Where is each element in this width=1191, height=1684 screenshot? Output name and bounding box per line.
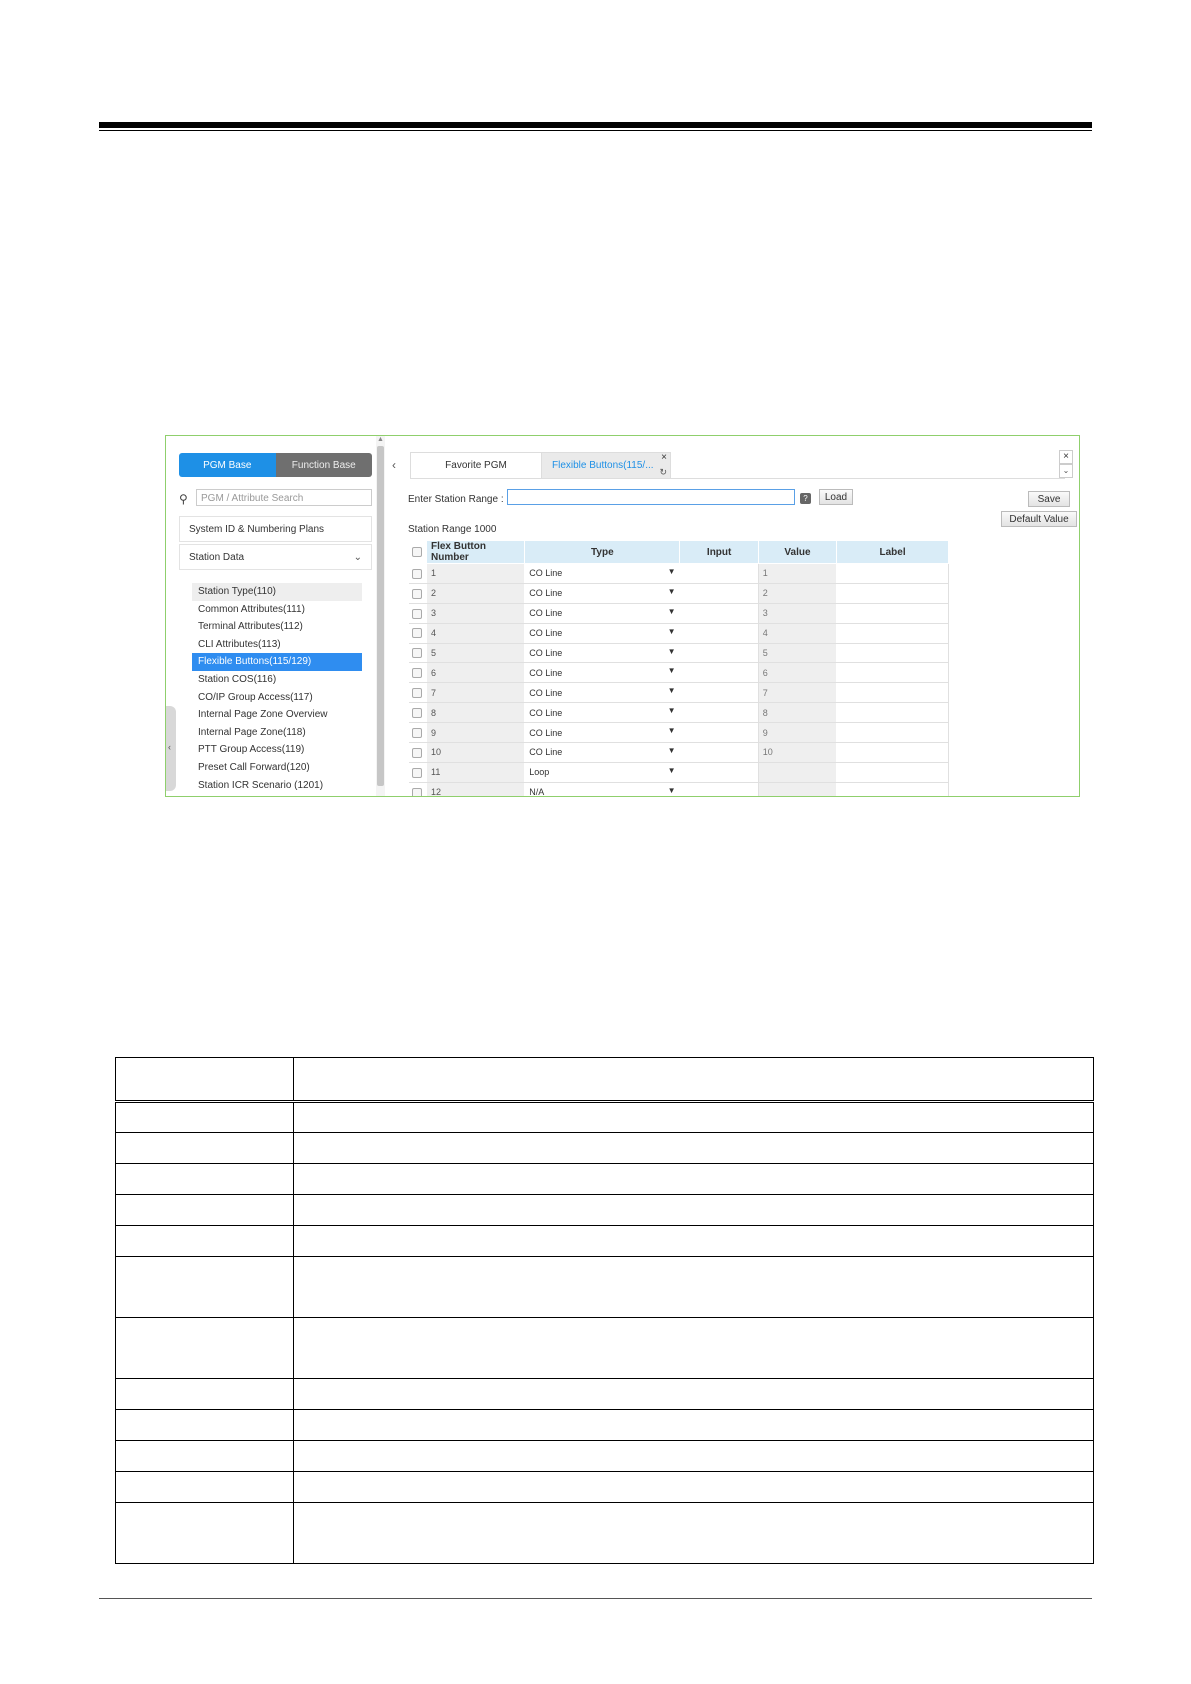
label-field[interactable] (837, 643, 949, 663)
value-cell: 4 (758, 623, 836, 643)
left-panel (166, 436, 378, 796)
menu-item-terminal-attributes[interactable]: Terminal Attributes(112) (198, 621, 303, 633)
type-value: CO Line (529, 588, 563, 599)
table-header-row (116, 1058, 1094, 1102)
accordion-system-id[interactable] (179, 516, 372, 542)
input-field[interactable] (680, 564, 758, 584)
label-field[interactable] (837, 623, 949, 643)
type-select[interactable] (525, 723, 680, 743)
table-row (409, 703, 949, 723)
collapse-sidebar-handle[interactable] (166, 706, 176, 791)
table-row (116, 1102, 1094, 1133)
input-field[interactable] (680, 623, 758, 643)
menu-item-co-ip-group-access[interactable]: CO/IP Group Access(117) (198, 691, 313, 703)
type-select[interactable] (525, 623, 680, 643)
row-checkbox[interactable] (412, 668, 422, 678)
row-checkbox[interactable] (412, 708, 422, 718)
label-field[interactable] (837, 683, 949, 703)
type-value: CO Line (529, 727, 563, 738)
row-select-cell (409, 564, 427, 584)
row-select-cell (409, 603, 427, 623)
table-row (409, 623, 949, 643)
pgm-base-button[interactable]: PGM Base (179, 453, 276, 477)
table-row (409, 603, 949, 623)
value-cell: 3 (758, 603, 836, 623)
table-row (116, 1164, 1094, 1195)
label-field[interactable] (837, 782, 949, 797)
input-field[interactable] (680, 762, 758, 782)
label-field[interactable] (837, 762, 949, 782)
header-rule (99, 122, 1092, 128)
close-icon[interactable]: × (1059, 450, 1073, 464)
type-value: CO Line (529, 568, 563, 579)
input-field[interactable] (680, 743, 758, 763)
flex-button-table (408, 540, 949, 797)
help-icon[interactable]: ? (800, 493, 811, 504)
dropdown-arrow-icon: ▼ (667, 606, 676, 616)
search-icon: ⚲ (179, 492, 188, 506)
type-select[interactable] (525, 683, 680, 703)
col-flex-button-number: Flex Button Number (426, 541, 524, 564)
input-field[interactable] (680, 663, 758, 683)
flex-button-number: 11 (426, 762, 524, 782)
row-select-cell (409, 703, 427, 723)
table-row (116, 1257, 1094, 1318)
row-checkbox[interactable] (412, 768, 422, 778)
type-value: CO Line (529, 667, 563, 678)
type-select[interactable] (525, 583, 680, 603)
value-cell: 7 (758, 683, 836, 703)
table-row (116, 1503, 1094, 1564)
tab-scroll-left-icon[interactable]: ‹ (392, 458, 396, 472)
type-select[interactable] (525, 703, 680, 723)
flex-button-number: 10 (426, 743, 524, 763)
col-label: Label (837, 541, 949, 564)
accordion-station-data[interactable] (179, 544, 372, 570)
type-value: CO Line (529, 648, 563, 658)
row-select-cell (409, 743, 427, 763)
chevron-down-icon: ⌄ (353, 552, 362, 563)
dropdown-arrow-icon: ▼ (667, 706, 676, 716)
type-value: CO Line (529, 608, 563, 619)
table-row (116, 1195, 1094, 1226)
col-value: Value (758, 541, 836, 564)
flex-button-number: 5 (426, 643, 524, 663)
menu-item-cli-attributes[interactable]: CLI Attributes(113) (198, 638, 281, 650)
description-table (115, 1057, 1094, 1564)
label-field[interactable] (837, 723, 949, 743)
dropdown-arrow-icon: ▼ (667, 626, 676, 636)
input-field[interactable] (680, 782, 758, 797)
label-field[interactable] (837, 663, 949, 683)
menu-item-common-attributes[interactable]: Common Attributes(111) (198, 603, 305, 615)
scroll-up-icon[interactable]: ▲ (377, 436, 384, 443)
value-cell: 9 (758, 723, 836, 743)
row-checkbox[interactable] (412, 609, 422, 619)
row-checkbox[interactable] (412, 788, 422, 797)
chevron-down-icon[interactable]: ⌄ (1059, 464, 1073, 478)
row-checkbox[interactable] (412, 648, 422, 658)
flex-button-number: 7 (426, 683, 524, 703)
value-cell: 1 (758, 564, 836, 584)
load-button[interactable]: Load (819, 489, 853, 505)
table-row (409, 564, 949, 584)
main-panel (386, 436, 1079, 796)
flex-button-number: 9 (426, 723, 524, 743)
row-select-cell (409, 683, 427, 703)
flex-button-number: 1 (426, 564, 524, 584)
menu-item-flexible-buttons[interactable]: Flexible Buttons(115/129) (192, 653, 362, 671)
flex-button-number: 3 (426, 603, 524, 623)
input-field[interactable] (680, 683, 758, 703)
label-field[interactable] (837, 583, 949, 603)
label-field[interactable] (837, 603, 949, 623)
table-row (116, 1226, 1094, 1257)
station-range-text: Station Range 1000 (408, 524, 497, 535)
station-range-label: Enter Station Range : (408, 494, 504, 505)
sidebar-scrollbar[interactable] (376, 436, 385, 796)
col-input: Input (680, 541, 758, 564)
flex-button-number: 4 (426, 623, 524, 643)
menu-item-station-type[interactable]: Station Type(110) (192, 583, 362, 601)
label-field[interactable] (837, 564, 949, 584)
table-row (409, 743, 949, 763)
dropdown-arrow-icon: ▼ (667, 646, 676, 656)
dropdown-arrow-icon: ▼ (667, 666, 676, 676)
type-value: Loop (529, 767, 550, 778)
default-value-button[interactable]: Default Value (1001, 511, 1077, 527)
flex-button-number: 6 (426, 663, 524, 683)
value-cell (758, 762, 836, 782)
menu-item-internal-page-zone-overview[interactable]: Internal Page Zone Overview (198, 709, 328, 721)
type-select[interactable] (525, 603, 680, 623)
station-data-menu (192, 583, 362, 794)
table-row (116, 1410, 1094, 1441)
row-checkbox[interactable] (412, 688, 422, 698)
value-cell: 5 (758, 643, 836, 663)
type-select[interactable] (525, 663, 680, 683)
type-value: N/A (529, 787, 545, 797)
tab-label: Flexible Buttons(115/... (552, 460, 654, 471)
input-field[interactable] (680, 643, 758, 663)
refresh-icon[interactable]: ↻ (659, 467, 667, 477)
row-select-cell (409, 762, 427, 782)
type-select[interactable] (525, 782, 680, 797)
table-row (116, 1133, 1094, 1164)
screenshot-frame (165, 435, 1080, 797)
row-select-cell (409, 583, 427, 603)
menu-item-internal-page-zone[interactable]: Internal Page Zone(118) (198, 726, 306, 738)
type-select[interactable] (525, 762, 680, 782)
menu-item-preset-call-forward[interactable]: Preset Call Forward(120) (198, 761, 310, 773)
table-row (409, 683, 949, 703)
menu-item-station-icr-scenario[interactable]: Station ICR Scenario (1201) (198, 779, 324, 791)
tab-favorite-pgm[interactable]: Favorite PGM (410, 452, 542, 479)
flex-button-number: 12 (426, 782, 524, 797)
type-select[interactable] (525, 643, 680, 663)
value-cell: 10 (758, 743, 836, 763)
table-row (116, 1318, 1094, 1379)
menu-item-station-cos[interactable]: Station COS(116) (198, 673, 277, 685)
value-cell: 2 (758, 583, 836, 603)
value-cell: 8 (758, 703, 836, 723)
table-row (116, 1441, 1094, 1472)
table-row (409, 723, 949, 743)
select-all-cell (409, 541, 427, 564)
dropdown-arrow-icon: ▼ (667, 586, 676, 596)
accordion-label: Station Data (189, 552, 245, 563)
input-field[interactable] (680, 583, 758, 603)
row-checkbox[interactable] (412, 569, 422, 579)
type-select[interactable] (525, 564, 680, 584)
search-input[interactable]: PGM / Attribute Search (196, 489, 372, 506)
function-base-button[interactable]: Function Base (276, 453, 373, 477)
menu-item-ptt-group-access[interactable]: PTT Group Access(119) (198, 744, 305, 756)
flex-button-number: 8 (426, 703, 524, 723)
input-field[interactable] (680, 723, 758, 743)
row-checkbox[interactable] (412, 728, 422, 738)
scrollbar-thumb[interactable] (377, 446, 384, 786)
row-checkbox[interactable] (412, 589, 422, 599)
table-row (409, 583, 949, 603)
type-value: CO Line (529, 707, 563, 718)
value-cell: 6 (758, 663, 836, 683)
save-button[interactable]: Save (1028, 491, 1070, 507)
station-range-input[interactable] (507, 489, 795, 505)
tab-flexible-buttons[interactable] (541, 452, 671, 478)
dropdown-arrow-icon: ▼ (667, 785, 676, 795)
table-row (116, 1472, 1094, 1503)
type-value: CO Line (529, 687, 563, 698)
table-row (409, 762, 949, 782)
dropdown-arrow-icon: ▼ (667, 726, 676, 736)
table-row (116, 1379, 1094, 1410)
row-select-cell (409, 782, 427, 797)
dropdown-arrow-icon: ▼ (667, 746, 676, 756)
select-all-checkbox[interactable] (412, 547, 422, 557)
label-field[interactable] (837, 743, 949, 763)
row-select-cell (409, 663, 427, 683)
input-field[interactable] (680, 603, 758, 623)
base-toggle (179, 453, 372, 477)
accordion-label: System ID & Numbering Plans (189, 524, 325, 535)
dropdown-arrow-icon: ▼ (667, 686, 676, 696)
row-checkbox[interactable] (412, 748, 422, 758)
chevron-left-icon: ‹ (168, 742, 171, 752)
dropdown-arrow-icon: ▼ (667, 765, 676, 775)
row-select-cell (409, 723, 427, 743)
table-row (409, 663, 949, 683)
row-select-cell (409, 643, 427, 663)
table-row (409, 782, 949, 797)
type-value: CO Line (529, 628, 563, 639)
header-rule-thin (99, 130, 1092, 131)
col-type: Type (525, 541, 680, 564)
input-field[interactable] (680, 703, 758, 723)
table-header-row (409, 541, 949, 564)
dropdown-arrow-icon: ▼ (667, 567, 676, 576)
label-field[interactable] (837, 703, 949, 723)
tab-divider (410, 478, 1065, 479)
row-select-cell (409, 623, 427, 643)
close-tab-icon[interactable]: × (661, 452, 667, 463)
type-value: CO Line (529, 747, 563, 758)
value-cell (758, 782, 836, 797)
type-select[interactable] (525, 743, 680, 763)
row-checkbox[interactable] (412, 628, 422, 638)
flex-button-number: 2 (426, 583, 524, 603)
table-row (409, 643, 949, 663)
footer-rule (99, 1598, 1092, 1599)
